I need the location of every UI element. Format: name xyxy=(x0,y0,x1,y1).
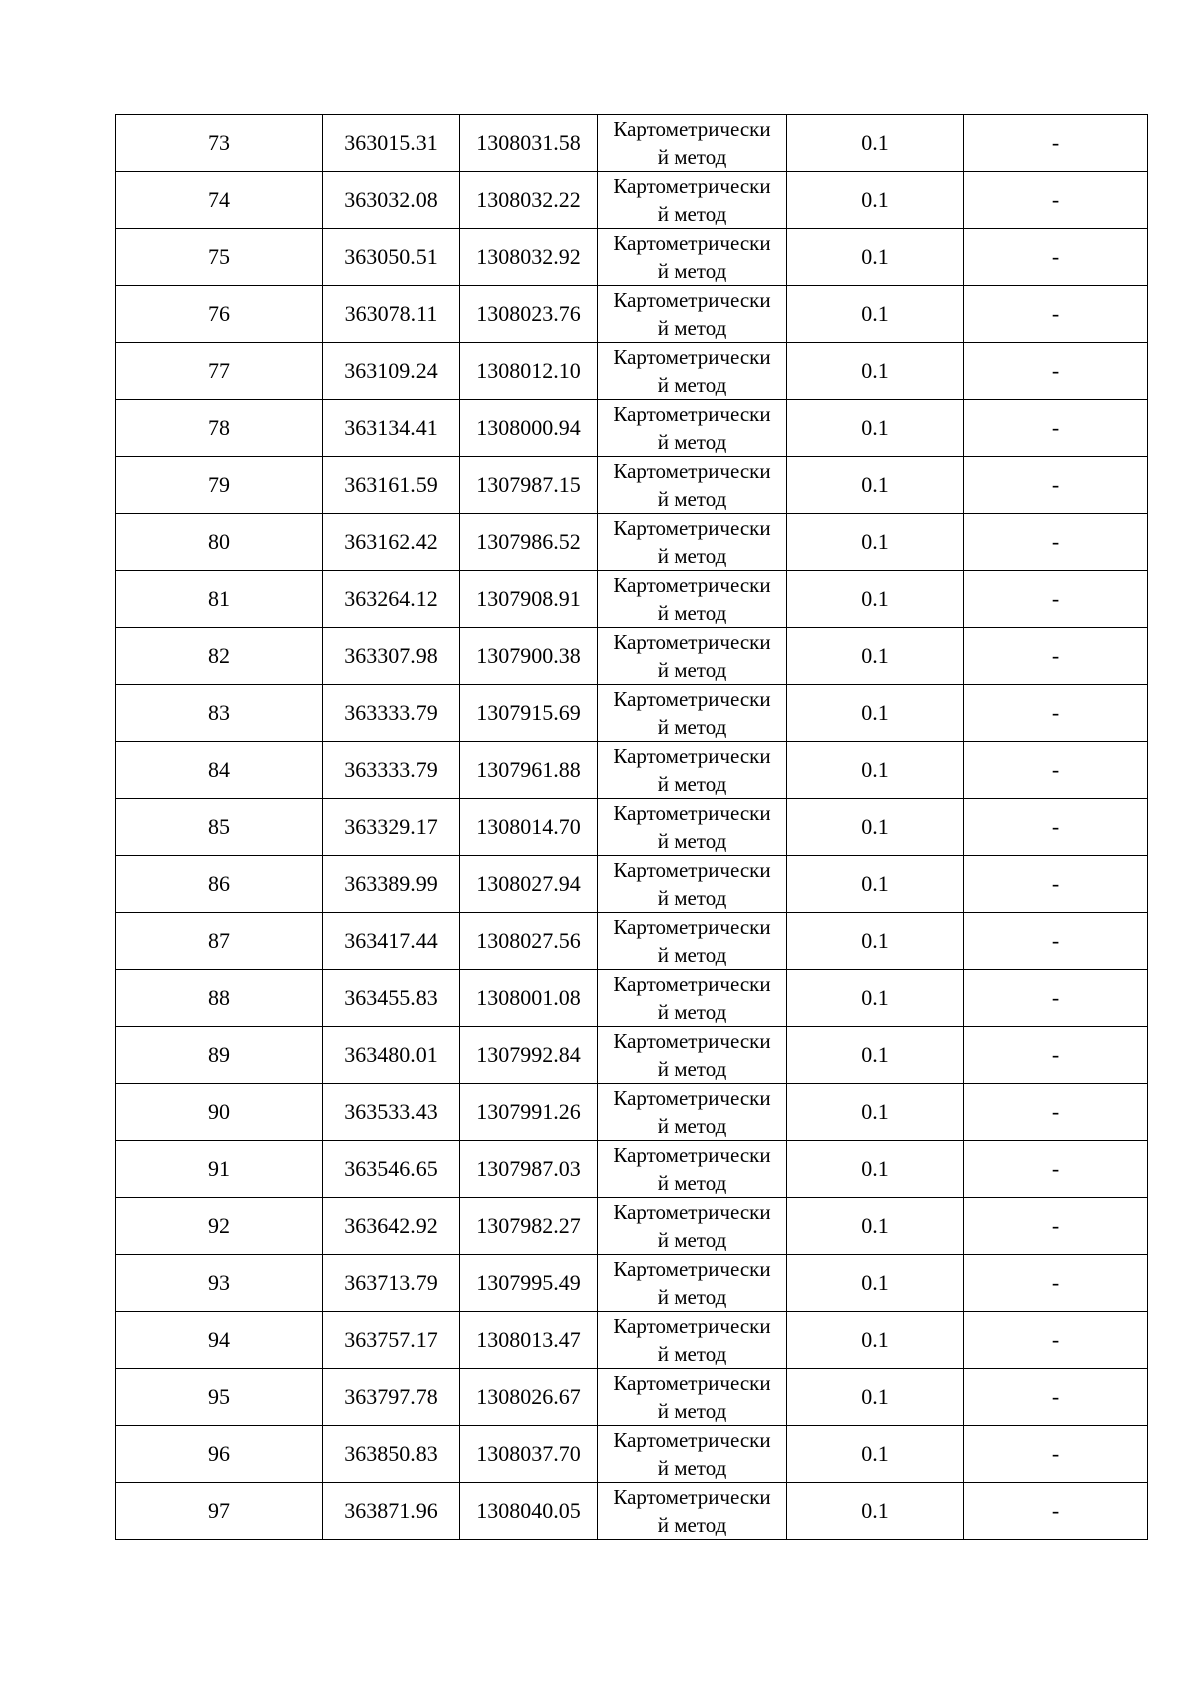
accuracy-cell: 0.1 xyxy=(787,286,964,343)
accuracy-cell: 0.1 xyxy=(787,1027,964,1084)
point-number-cell: 74 xyxy=(116,172,323,229)
method-text-line2: й метод xyxy=(657,202,727,226)
method-cell xyxy=(598,400,787,457)
table-row xyxy=(116,172,1148,229)
method-text-line2: й метод xyxy=(657,1114,727,1138)
x-coordinate-cell: 363417.44 xyxy=(323,913,460,970)
method-cell xyxy=(598,1141,787,1198)
method-text-line2: й метод xyxy=(657,715,727,739)
method-text-line1: Картометрически xyxy=(613,915,771,939)
method-text-line2: й метод xyxy=(657,772,727,796)
point-number-cell: 87 xyxy=(116,913,323,970)
method-cell xyxy=(598,571,787,628)
y-coordinate-cell: 1308023.76 xyxy=(460,286,598,343)
method-text-line1: Картометрически xyxy=(613,288,771,312)
x-coordinate-cell: 363713.79 xyxy=(323,1255,460,1312)
method-text-line1: Картометрически xyxy=(613,516,771,540)
method-cell xyxy=(598,1312,787,1369)
method-text-line1: Картометрически xyxy=(613,345,771,369)
table-row xyxy=(116,856,1148,913)
method-cell xyxy=(598,514,787,571)
point-number-cell: 97 xyxy=(116,1483,323,1540)
x-coordinate-cell: 363162.42 xyxy=(323,514,460,571)
point-number-cell: 92 xyxy=(116,1198,323,1255)
accuracy-cell: 0.1 xyxy=(787,628,964,685)
point-number-cell: 91 xyxy=(116,1141,323,1198)
accuracy-cell: 0.1 xyxy=(787,229,964,286)
x-coordinate-cell: 363850.83 xyxy=(323,1426,460,1483)
x-coordinate-cell: 363333.79 xyxy=(323,742,460,799)
table-row xyxy=(116,1255,1148,1312)
y-coordinate-cell: 1307908.91 xyxy=(460,571,598,628)
y-coordinate-cell: 1307995.49 xyxy=(460,1255,598,1312)
point-number-cell: 96 xyxy=(116,1426,323,1483)
accuracy-cell: 0.1 xyxy=(787,856,964,913)
y-coordinate-cell: 1308001.08 xyxy=(460,970,598,1027)
method-cell xyxy=(598,856,787,913)
method-cell xyxy=(598,172,787,229)
x-coordinate-cell: 363333.79 xyxy=(323,685,460,742)
method-text-line1: Картометрически xyxy=(613,1143,771,1167)
x-coordinate-cell: 363032.08 xyxy=(323,172,460,229)
method-text-line1: Картометрически xyxy=(613,1257,771,1281)
method-cell xyxy=(598,115,787,172)
y-coordinate-cell: 1308027.94 xyxy=(460,856,598,913)
method-cell xyxy=(598,1483,787,1540)
y-coordinate-cell: 1307987.15 xyxy=(460,457,598,514)
accuracy-cell: 0.1 xyxy=(787,172,964,229)
x-coordinate-cell: 363161.59 xyxy=(323,457,460,514)
method-text-line2: й метод xyxy=(657,1456,727,1480)
table-row xyxy=(116,1027,1148,1084)
note-cell: - xyxy=(964,343,1148,400)
table-row xyxy=(116,400,1148,457)
x-coordinate-cell: 363078.11 xyxy=(323,286,460,343)
y-coordinate-cell: 1307915.69 xyxy=(460,685,598,742)
method-text-line2: й метод xyxy=(657,1342,727,1366)
method-text-line2: й метод xyxy=(657,1000,727,1024)
table-row xyxy=(116,343,1148,400)
note-cell: - xyxy=(964,1369,1148,1426)
y-coordinate-cell: 1308037.70 xyxy=(460,1426,598,1483)
method-text-line1: Картометрически xyxy=(613,687,771,711)
table-row xyxy=(116,514,1148,571)
point-number-cell: 85 xyxy=(116,799,323,856)
method-text-line2: й метод xyxy=(657,601,727,625)
method-text-line1: Картометрически xyxy=(613,402,771,426)
accuracy-cell: 0.1 xyxy=(787,457,964,514)
note-cell: - xyxy=(964,1483,1148,1540)
note-cell: - xyxy=(964,1312,1148,1369)
table-row xyxy=(116,628,1148,685)
x-coordinate-cell: 363050.51 xyxy=(323,229,460,286)
table-row xyxy=(116,1312,1148,1369)
method-cell xyxy=(598,457,787,514)
accuracy-cell: 0.1 xyxy=(787,514,964,571)
method-cell xyxy=(598,799,787,856)
table-row xyxy=(116,913,1148,970)
table-row xyxy=(116,571,1148,628)
y-coordinate-cell: 1308000.94 xyxy=(460,400,598,457)
method-text-line1: Картометрически xyxy=(613,459,771,483)
x-coordinate-cell: 363389.99 xyxy=(323,856,460,913)
method-text-line2: й метод xyxy=(657,1285,727,1309)
point-number-cell: 86 xyxy=(116,856,323,913)
method-text-line2: й метод xyxy=(657,658,727,682)
method-cell xyxy=(598,1084,787,1141)
table-row xyxy=(116,1483,1148,1540)
table-row xyxy=(116,1141,1148,1198)
y-coordinate-cell: 1308040.05 xyxy=(460,1483,598,1540)
y-coordinate-cell: 1308012.10 xyxy=(460,343,598,400)
y-coordinate-cell: 1308027.56 xyxy=(460,913,598,970)
method-text-line2: й метод xyxy=(657,1228,727,1252)
note-cell: - xyxy=(964,1027,1148,1084)
table-row xyxy=(116,1198,1148,1255)
accuracy-cell: 0.1 xyxy=(787,913,964,970)
coordinates-table-body xyxy=(116,115,1148,1540)
x-coordinate-cell: 363109.24 xyxy=(323,343,460,400)
method-cell xyxy=(598,1198,787,1255)
note-cell: - xyxy=(964,1426,1148,1483)
point-number-cell: 81 xyxy=(116,571,323,628)
table-row xyxy=(116,742,1148,799)
y-coordinate-cell: 1307986.52 xyxy=(460,514,598,571)
y-coordinate-cell: 1307982.27 xyxy=(460,1198,598,1255)
method-text-line2: й метод xyxy=(657,886,727,910)
point-number-cell: 95 xyxy=(116,1369,323,1426)
method-text-line1: Картометрически xyxy=(613,1314,771,1338)
note-cell: - xyxy=(964,229,1148,286)
note-cell: - xyxy=(964,1141,1148,1198)
table-row xyxy=(116,685,1148,742)
accuracy-cell: 0.1 xyxy=(787,1312,964,1369)
method-cell xyxy=(598,1369,787,1426)
method-text-line1: Картометрически xyxy=(613,972,771,996)
accuracy-cell: 0.1 xyxy=(787,799,964,856)
note-cell: - xyxy=(964,115,1148,172)
accuracy-cell: 0.1 xyxy=(787,400,964,457)
method-cell xyxy=(598,343,787,400)
method-cell xyxy=(598,913,787,970)
point-number-cell: 79 xyxy=(116,457,323,514)
point-number-cell: 88 xyxy=(116,970,323,1027)
method-text-line1: Картометрически xyxy=(613,630,771,654)
method-cell xyxy=(598,742,787,799)
method-text-line1: Картометрически xyxy=(613,744,771,768)
method-cell xyxy=(598,1027,787,1084)
accuracy-cell: 0.1 xyxy=(787,343,964,400)
y-coordinate-cell: 1308013.47 xyxy=(460,1312,598,1369)
accuracy-cell: 0.1 xyxy=(787,1369,964,1426)
note-cell: - xyxy=(964,1198,1148,1255)
y-coordinate-cell: 1308014.70 xyxy=(460,799,598,856)
x-coordinate-cell: 363757.17 xyxy=(323,1312,460,1369)
method-text-line1: Картометрически xyxy=(613,117,771,141)
x-coordinate-cell: 363264.12 xyxy=(323,571,460,628)
x-coordinate-cell: 363455.83 xyxy=(323,970,460,1027)
point-number-cell: 73 xyxy=(116,115,323,172)
x-coordinate-cell: 363871.96 xyxy=(323,1483,460,1540)
table-row xyxy=(116,286,1148,343)
method-text-line1: Картометрически xyxy=(613,1428,771,1452)
note-cell: - xyxy=(964,571,1148,628)
table-row xyxy=(116,229,1148,286)
y-coordinate-cell: 1308032.22 xyxy=(460,172,598,229)
method-text-line1: Картометрически xyxy=(613,1029,771,1053)
point-number-cell: 93 xyxy=(116,1255,323,1312)
table-row xyxy=(116,1426,1148,1483)
method-text-line2: й метод xyxy=(657,829,727,853)
y-coordinate-cell: 1307991.26 xyxy=(460,1084,598,1141)
note-cell: - xyxy=(964,1084,1148,1141)
point-number-cell: 75 xyxy=(116,229,323,286)
note-cell: - xyxy=(964,1255,1148,1312)
method-text-line2: й метод xyxy=(657,373,727,397)
table-row xyxy=(116,970,1148,1027)
x-coordinate-cell: 363015.31 xyxy=(323,115,460,172)
note-cell: - xyxy=(964,913,1148,970)
y-coordinate-cell: 1307987.03 xyxy=(460,1141,598,1198)
accuracy-cell: 0.1 xyxy=(787,742,964,799)
x-coordinate-cell: 363797.78 xyxy=(323,1369,460,1426)
point-number-cell: 78 xyxy=(116,400,323,457)
note-cell: - xyxy=(964,457,1148,514)
method-text-line2: й метод xyxy=(657,1513,727,1537)
note-cell: - xyxy=(964,628,1148,685)
method-text-line1: Картометрически xyxy=(613,1086,771,1110)
y-coordinate-cell: 1308026.67 xyxy=(460,1369,598,1426)
method-text-line2: й метод xyxy=(657,1171,727,1195)
accuracy-cell: 0.1 xyxy=(787,571,964,628)
note-cell: - xyxy=(964,742,1148,799)
table-row xyxy=(116,799,1148,856)
point-number-cell: 77 xyxy=(116,343,323,400)
point-number-cell: 80 xyxy=(116,514,323,571)
x-coordinate-cell: 363546.65 xyxy=(323,1141,460,1198)
note-cell: - xyxy=(964,799,1148,856)
method-text-line1: Картометрически xyxy=(613,1485,771,1509)
method-text-line2: й метод xyxy=(657,145,727,169)
method-text-line1: Картометрически xyxy=(613,174,771,198)
method-cell xyxy=(598,229,787,286)
method-text-line2: й метод xyxy=(657,1399,727,1423)
method-text-line2: й метод xyxy=(657,544,727,568)
note-cell: - xyxy=(964,970,1148,1027)
y-coordinate-cell: 1308032.92 xyxy=(460,229,598,286)
method-text-line1: Картометрически xyxy=(613,231,771,255)
method-text-line1: Картометрически xyxy=(613,858,771,882)
method-text-line2: й метод xyxy=(657,1057,727,1081)
method-text-line1: Картометрически xyxy=(613,1200,771,1224)
y-coordinate-cell: 1307900.38 xyxy=(460,628,598,685)
point-number-cell: 84 xyxy=(116,742,323,799)
method-text-line2: й метод xyxy=(657,943,727,967)
table-row xyxy=(116,115,1148,172)
accuracy-cell: 0.1 xyxy=(787,1084,964,1141)
accuracy-cell: 0.1 xyxy=(787,1141,964,1198)
method-cell xyxy=(598,628,787,685)
note-cell: - xyxy=(964,685,1148,742)
x-coordinate-cell: 363642.92 xyxy=(323,1198,460,1255)
method-cell xyxy=(598,286,787,343)
accuracy-cell: 0.1 xyxy=(787,1426,964,1483)
table-row xyxy=(116,1369,1148,1426)
method-cell xyxy=(598,1426,787,1483)
y-coordinate-cell: 1307992.84 xyxy=(460,1027,598,1084)
method-text-line2: й метод xyxy=(657,430,727,454)
point-number-cell: 89 xyxy=(116,1027,323,1084)
x-coordinate-cell: 363307.98 xyxy=(323,628,460,685)
accuracy-cell: 0.1 xyxy=(787,1198,964,1255)
method-text-line2: й метод xyxy=(657,259,727,283)
accuracy-cell: 0.1 xyxy=(787,115,964,172)
x-coordinate-cell: 363533.43 xyxy=(323,1084,460,1141)
x-coordinate-cell: 363480.01 xyxy=(323,1027,460,1084)
x-coordinate-cell: 363329.17 xyxy=(323,799,460,856)
note-cell: - xyxy=(964,400,1148,457)
point-number-cell: 76 xyxy=(116,286,323,343)
method-cell xyxy=(598,685,787,742)
method-cell xyxy=(598,970,787,1027)
note-cell: - xyxy=(964,856,1148,913)
method-cell xyxy=(598,1255,787,1312)
accuracy-cell: 0.1 xyxy=(787,1483,964,1540)
point-number-cell: 94 xyxy=(116,1312,323,1369)
method-text-line2: й метод xyxy=(657,316,727,340)
method-text-line2: й метод xyxy=(657,487,727,511)
table-row xyxy=(116,1084,1148,1141)
accuracy-cell: 0.1 xyxy=(787,970,964,1027)
accuracy-cell: 0.1 xyxy=(787,685,964,742)
accuracy-cell: 0.1 xyxy=(787,1255,964,1312)
y-coordinate-cell: 1308031.58 xyxy=(460,115,598,172)
method-text-line1: Картометрически xyxy=(613,1371,771,1395)
point-number-cell: 90 xyxy=(116,1084,323,1141)
note-cell: - xyxy=(964,514,1148,571)
note-cell: - xyxy=(964,172,1148,229)
point-number-cell: 82 xyxy=(116,628,323,685)
x-coordinate-cell: 363134.41 xyxy=(323,400,460,457)
y-coordinate-cell: 1307961.88 xyxy=(460,742,598,799)
method-text-line1: Картометрически xyxy=(613,573,771,597)
note-cell: - xyxy=(964,286,1148,343)
method-text-line1: Картометрически xyxy=(613,801,771,825)
point-number-cell: 83 xyxy=(116,685,323,742)
coordinates-table xyxy=(115,114,1148,1540)
table-row xyxy=(116,457,1148,514)
